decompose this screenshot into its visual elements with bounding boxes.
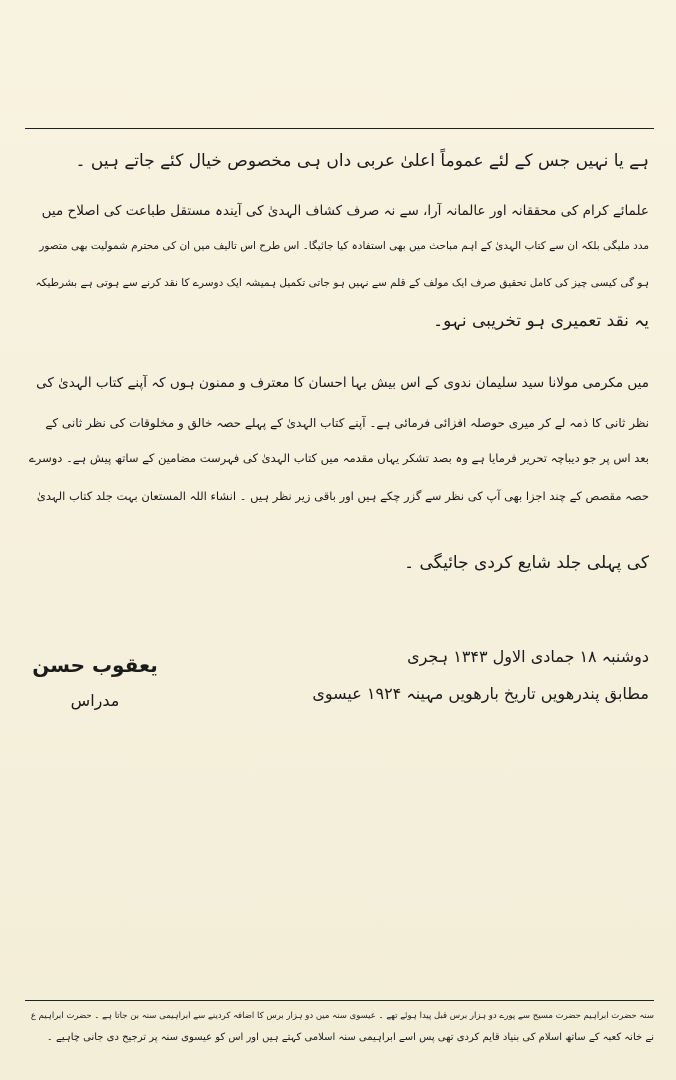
signature-block [30,650,160,714]
date-line: دوشنبہ ۱۸ جمادی الاول ۱۳۴۳ ہجری [407,647,649,666]
footnote-divider [25,1000,654,1001]
body-line: حصہ مقصص کے چند اجزا بھی آپ کی نظر سے گزر چکے ہیں اور باقی زیر نظر ہیں ۔ انشاء اللہ المستعان بہت جلد کتاب الہدیٰ [36,489,649,503]
body-line: ہو گی کیسی چیز کی کامل تحقیق صرف ایک مولف کے قلم سے نہیں ہو جاتی تکمیل ہمیشہ ایک دوسرے کا نقد کرنے سے ہوتی ہے بشرطیکہ [35,277,649,289]
body-line: ہے یا نہیں جس کے لئے عموماً اعلیٰ عربی داں ہی مخصوص خیال کئے جاتے ہیں ۔ [75,151,649,171]
body-line: نظر ثانی کا ذمہ لے کر میری حوصلہ افزائی فرمائی ہے۔ آپنے کتاب الہدیٰ کے پہلے حصہ خالق و مخلوقات کی نظر ثانی کے [45,416,649,430]
body-line: مدد ملیگی بلکہ ان سے کتاب الہدیٰ کے اہم مباحث میں بھی استفادہ کیا جائیگا۔ اس طرح اس تالیف میں ان کی محترم شمولیت بھی متصور [39,240,649,252]
top-divider [25,128,654,129]
body-line: بعد اس پر جو دیباچہ تحریر فرمایا ہے وہ بصد تشکر یہاں مقدمہ میں کتاب الہدیٰ کی فہرست مضامین کے ساتھ پیش ہے۔ دوسرے [29,451,649,465]
body-line: علمائے کرام کی محققانہ اور عالمانہ آرا، سے نہ صرف کشاف الہدیٰ کی آیندہ مستقل طباعت کی اصلاح میں [41,203,649,219]
body-line: یہ نقد تعمیری ہو تخریبی نہو۔ [433,311,649,331]
signature-name: یعقوب حسن [32,653,158,677]
date-line: مطابق پندرھویں تاریخ بارھویں مہینہ ۱۹۲۴ عیسوی [312,684,649,703]
signature-place: مدراس [70,691,120,710]
body-line: کی پہلی جلد شایع کردی جائیگی ۔ [404,553,649,573]
footnote-line: سنہ حضرت ابراہیم حضرت مسیح سے پورے دو ہزار برس قبل پیدا ہوئے تھے ۔ عیسوی سنہ میں دو ہزار برس کا اضافہ کردینے سے ابراہیمی سنہ بن جاتا ہے ۔ حضرت ابراہیم ع [30,1011,654,1021]
footnote-line: نے خانہ کعبہ کے ساتھ اسلام کی بنیاد قایم کردی تھی پس اسے ابراہیمی سنہ اسلامی کہتے ہیں اور اس کو عیسوی سنہ پر ترجیح دی جانی چاہیے ۔ [46,1032,654,1043]
body-line: میں مکرمی مولانا سید سلیمان ندوی کے اس بیش بہا احسان کا معترف و ممنون ہوں کہ آپنے کتاب الہدیٰ کی [36,375,649,391]
